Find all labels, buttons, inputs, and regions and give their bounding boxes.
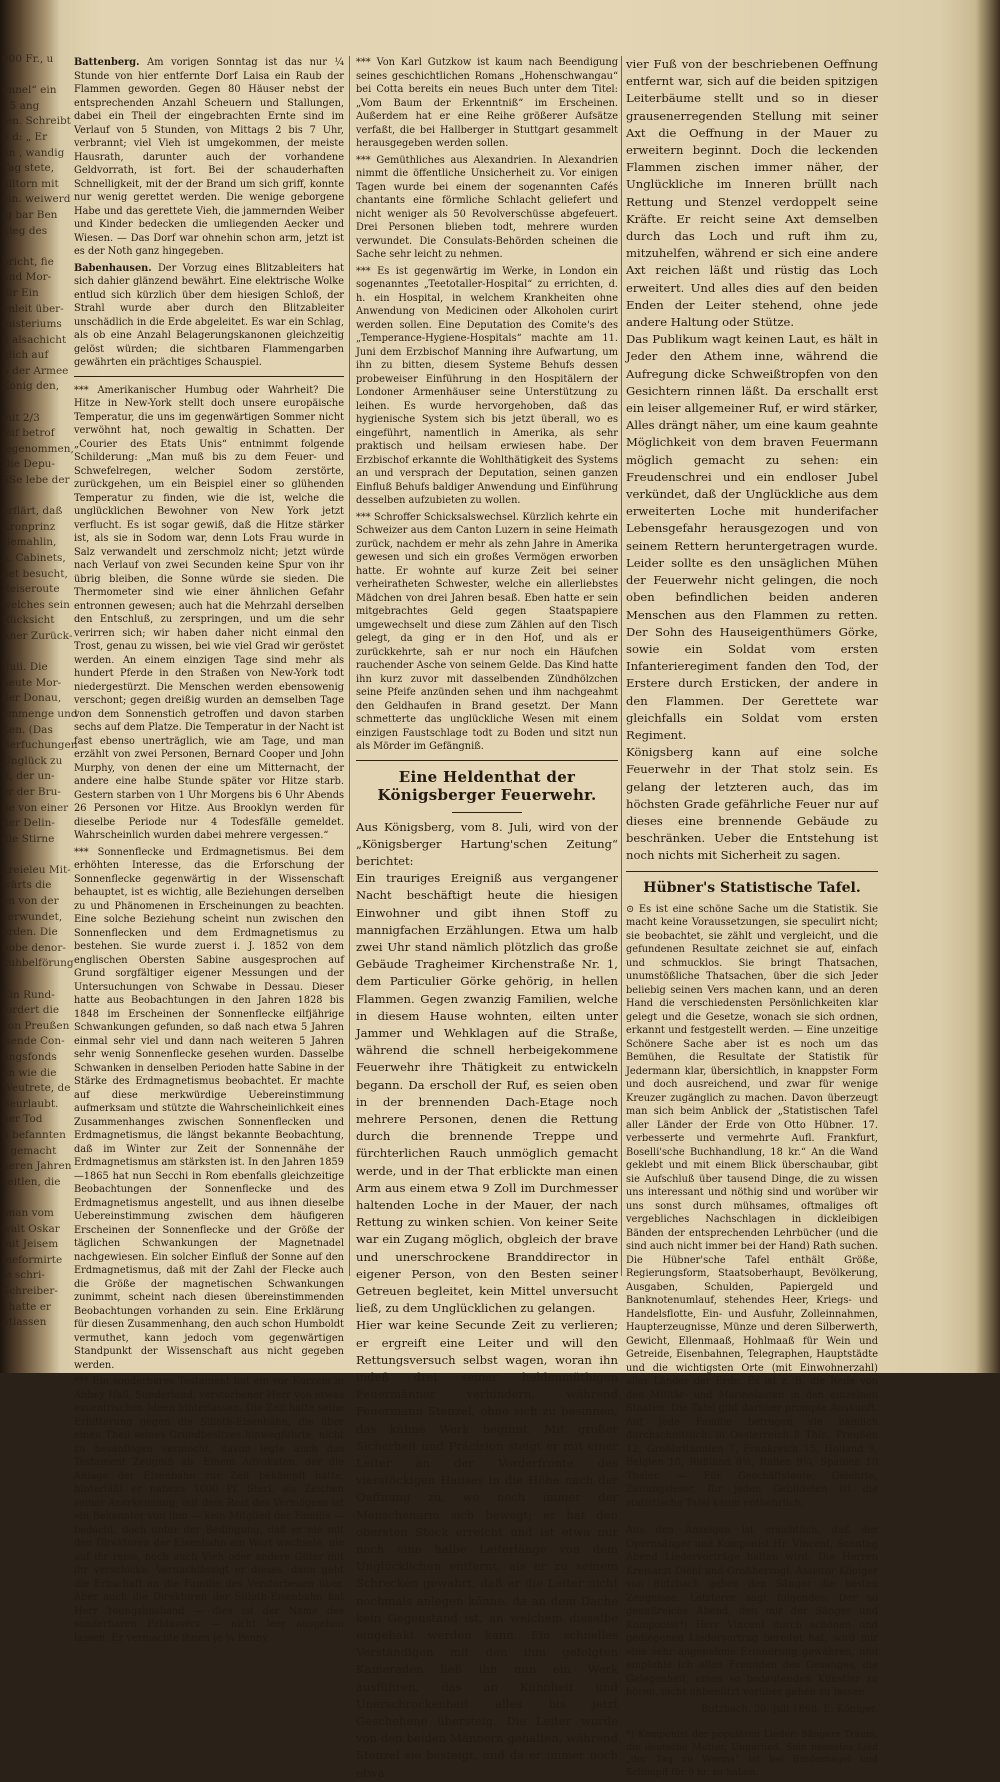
news-item-battenberg bbox=[74, 56, 344, 259]
news-item-alexandrien bbox=[356, 154, 618, 262]
item-heading: Babenhausen. bbox=[74, 262, 152, 274]
item-body: hat ein vor Kurzem in Abbey Hall, Sunderland, verstorbener Herr von etwas excentrischen Ideen hinterlassen. Die Zeit hatte seine Erbitterung gegen die Silloth-Eisenbahn, die über einen Theil seines Grundbesitzes hinwegführte, nicht zu besänftigen vermocht, davon legte auch das Testament Zeugniß ab. Einem Advokaten, der die Anlage der Eisenbahn zur Zeit bekämpft hatte, hinterläßt er nahezu 1000 Pf. Sterl. als Zeichen seiner Anerkennung; mit dem Rest des Vermögens ist ein Bekannter von ihm — kein Mitglied der Familie — bedacht, doch unter der Bedingung, daß er nie mit den Direktoren der Eisenbahn ein Wort wechsele, nie auf ihr reise, noch auch Vieh oder andere Güter mit ihr verschicke. Vernachlässigt er dieses, dann geht die Erbschaft an die Familie des Verstorbenen über. Aber auch die Direktoren der Silloth-Eisenbahn hat Herr Youngshusband — dies ist der Name des sonderbaren Erblassers — nicht leer ausgehen lassen. Er vermachte ihnen je ¼ Penny. bbox=[74, 1376, 345, 1644]
column-rule bbox=[621, 56, 622, 1276]
page-edge-shadow bbox=[978, 0, 1000, 1373]
section-divider bbox=[626, 871, 878, 872]
column-rule bbox=[349, 56, 350, 1276]
item-heading: *** Amerikanischer Humbug oder Wahrheit? bbox=[74, 384, 319, 396]
article-body: ⊙ Es ist eine schöne Sache um die Statistik. Sie macht keine Voraussetzungen, sie speculirt nicht; sie beobachtet, sie zählt und vergleicht, und die gefundenen Resultate zeichnet sie auf, einfach und schmucklos. Sie bringt Thatsachen, unumstößliche Thatsachen, über die sich Jeder beliebig seinen Vers machen kann, und an deren Hand die verschiedensten Persönlichkeiten klar gelegt und die Gesetze, wonach sie sich ordnen, erkannt und festgestellt werden. — Eine unzeitige Schönere Sache aber ist es noch um das Bemühen, die Resultate der Statistik für Jedermann klar, übersichtlich, in knappster Form und doch ausreichend, und zwar für wenige Kreuzer zugänglich zu machen. Davon überzeugt man sich beim Anblick der „Statistischen Tafel aller Länder der Erde von Otto Hübner. 17. verbesserte und vermehrte Aufl. Frankfurt, Boselli'sche Buchhandlung, 18 kr.“ An die Wand geklebt und mit einem Blick überschaubar, gibt sie Aufschluß über tausend Dinge, die zu wissen uns interessant und nöthig sind und worüber wir uns sonst durch mühsames, oftmaliges oft vergebliches Nachschlagen in dickleibigen Bänden der entsprechenden Lehrbücher (und die sind auch nicht immer bei der Hand) Rath suchen. Die Hübner'sche Tafel enthält Größe, Regierungsform, Staatsoberhaupt, Bevölkerung, Ausgaben, Schulden, Papiergeld und Banknotenumlauf, stehendes Heer, Kriegs- und Handelsflotte, Ein- und Ausfuhr, Zolleinnahmen, Haupterzeugnisse, Münze und deren Silberwerth, Gewicht, Ellenmaaß, Hohlmaaß für Wein und Getreide, Eisenbahnen, Telegraphen, Hauptstädte und die wichtigsten Orte (mit Einwohnerzahl) aller Länder der Erde. Es ist z. B. die Rede von den Militär- und Marinelasten in den einzelnen Staaten. Die Tafel gibt darüber prompte Auskunft. Auf jede Familie betragen sie nämlich durchschnittlich: in Oesterreich 8 Thlr., Preußen 12, Großbritannien 7, Frankreich 15, Holland 9, Belgien 10, Rußland 8½, Italien 9¼, Spanien 10 Thaler. — Für Geschäftsleute, Gelehrte, Zeitungsleser, für jeden Gebildeten ist die statistische Tafel kaum entbehrlich. bbox=[626, 903, 878, 1509]
news-item-testament bbox=[74, 1375, 344, 1645]
item-body: Bei dem erhöhten Interesse, das die Erforschung der Sonnenflecke gegenwärtig in der Wissenschaft behauptet, ist es wichtig, alle Beziehungen derselben zu und Phänomenen in Erscheinungen zu beachten. Eine solche Beziehung scheint nun zwischen den Sonnenflecken und dem Erdmagnetismus zu bestehen. Sie wurde zuerst i. J. 1852 von dem englischen Obersten Sabine ausgesprochen auf Grund sorgfältiger eigener Messungen und der Untersuchungen von Schwabe in Dessau. Dieser hatte aus Beobachtungen in den Jahren 1828 bis 1848 im Erscheinen der Sonnenflecke eilfjährige Schwankungen gefunden, so daß nach etwa 5 Jahren einmal sehr viel und dann nach weiteren 5 Jahren sehr wenig Sonnenflecke gesehen wurden. Dasselbe Schwanken in denselben Perioden hatte Sabine in der Stärke des Erdmagnetismus beobachtet. Er machte auf diese merkwürdige Uebereinstimmung aufmerksam und stützte die Wahrscheinlichkeit eines Zusammenhanges zwischen Sonnenflecken und Erdmagnetismus, die längst bekannte Beobachtung, daß im Winter zur Zeit der Sonnennähe der Erdmagnetismus am stärksten ist. In den Jahren 1859—1865 hat nun Secchi in Rom ebenfalls gleichzeitige Beobachtungen der Sonnenflecke und des Erdmagnetismus angestellt, und aus ihnen dieselbe Uebereinstimmung zwischen dem häufigeren Erscheinen der Sonnenflecke und der Größe der täglichen Schwankungen der Magnetnadel nachgewiesen. Ein solcher Einfluß der Sonne auf den Erdmagnetismus, daß mit der Zahl der Flecke auch die Größe der magnetischen Schwankungen zunimmt, scheint nach diesen übereinstimmenden Beobachtungen vorhanden zu sein. Eine Erklärung für diesen Zusammenhang, den auch schon Humboldt vermuthet, kann jedoch vom gegenwärtigen Standpunkt der Wissenschaft aus nicht gegeben werden. bbox=[74, 846, 344, 1371]
item-body: Die Hitze in New-York stellt doch unsere europäische Temperatur, die uns im gegenwärtigen Sommer nicht verwöhnt hat, noch gewaltig in Schatten. Der „Courier des Etats Unis“ entnimmt folgende Schilderung: „Man muß bis zu dem Feuer- und Schwefelregen, welcher Sodom zerstörte, zurückgehen, um ein Beispiel einer so glühenden Temperatur zu finden, wie die ist, welche die unglücklichen Bewohner von New York jetzt verflucht. Es ist sogar gewiß, daß die Hitze stärker ist, als sie in Sodom war, denn Lots Frau wurde in Salz verwandelt und zerschmolz nicht; jetzt würde nach Verlauf von zwei Secunden keine Spur von ihr übrig bleiben, die Sonne würde sie sieden. Die Thermometer sind wie einer ähnlichen Gefahr entronnen gewesen; auch hat die Mehrzahl derselben den Entschluß, zu zerspringen, und um die sehr verirren sich; wir haben daher nicht einmal den Trost, genau zu wissen, bei wie viel Grad wir geröstet werden. An einem einzigen Tage sind mehr als hundert Pferde in den Straßen von New-York todt niedergestürzt. Die Menschen werden ebensowenig verschont; gegen dreißig wurden an demselben Tage von dem Sonnenstich getroffen und davon starben sechs auf dem Platze. Die Temperatur in der Nacht ist fast ebenso unerträglich, wie am Tage, und man erzählt von zwei Personen, Bernard Cooper und John Murphy, von denen der eine um Mitternacht, der andere eine halbe Stunde später vor Hitze starb. Gestern starben von 1 Uhr Morgens bis 6 Uhr Abends 26 Personen vor Hitze. Aus Brooklyn werden für dieselbe Periode nur 4 Todesfälle gemeldet. Wahrscheinlich wurden dabei mehrere vergessen.“ bbox=[74, 384, 344, 841]
news-item-schicksalswechsel bbox=[356, 511, 618, 754]
item-body: Kürzlich kehrte ein Schweizer aus dem Canton Luzern in seine Heimath zurück, nachdem er mehr als zehn Jahre in Amerika gewesen und sich ein großes Vermögen erworben hatte. Er wohnte auf kurze Zeit bei seiner verheiratheten Schwester, welche ein allerliebstes Mädchen von drei Jahren besaß. Eben hatte er sein mitgebrachtes Geld gegen Staatspapiere umgewechselt und diese zum Zählen auf den Tisch gelegt, da ging er in den Hof, und als er zurückkehrte, sah er nur noch ein Häufchen rauchender Asche von seinem Gelde. Das Kind hatte ihn kurz zuvor mit dasselbenden Zündhölzchen seine Pfeife anzünden sehen und ihm nachgeahmt den Geldhaufen in Brand gesetzt. Der Mann schmetterte das unglückliche Wesen mit einem einzigen Faustschlage todt zu Boden und sitzt nun als Mörder im Gefängniß. bbox=[356, 511, 618, 752]
news-item-babenhausen bbox=[74, 262, 344, 370]
item-body: Am vorigen Sonntag ist das nur ¼ Stunde von hier entfernte Dorf Laisa ein Raub der Flammen geworden. Gegen 80 Häuser nebst der entsprechenden Anzahl Scheuern und Stallungen, dabei ein Theil der eingebrachten Ernte sind im Verlauf von 5 Stunden, von Mittags 2 bis 7 Uhr, verbrannt; viel Vieh ist umgekommen, der meiste Hausrath, darunter auch der vorhandene Geldvorrath, ist fort. Bei der schauderhaften Schnelligkeit, mit der der Brand um sich griff, konnte nur wenig gerettet werden. Die wenige geborgene Habe und das gerettete Vieh, die jammernden Weiber und Kinder bedecken die umliegenden Aecker und Wiesen. — Das Dorf war ohnehin schon arm, jetzt ist es der Noth ganz hingegeben. bbox=[74, 57, 344, 257]
item-heading: *** Sonnenflecke und Erdmagnetismus. bbox=[74, 846, 289, 858]
item-body: ist gegenwärtig im Werke, in London ein sogenanntes „Teetotaller-Hospital“ zu errichten, d. h. ein Hospital, in welchem Krankheiten ohne Anwendung von Medicinen oder Alkoholen curirt werden sollen. Eine Deputation des Comite's des „Temperance-Hygiene-Hospitals“ machte am 11. Juni dem Erzbischof Manning ihre Aufwartung, um ihn zu bitten, diesem Systeme Behufs dessen probeweiser Einführung in den Hospitälern der Londoner Armenhäuser seine Unterstützung zu leihen. Es wurde hervorgehoben, daß das hygienische System sich bis jetzt überall, wo es eingeführt, namentlich in Amerika, als sehr praktisch und heilsam erwiesen habe. Der Erzbischof erkannte die Wohlthätigkeit des Systems an und versprach der Deputation, seinen ganzen Einfluß Behufs baldiger Anwendung und Einführung desselben aufzubieten zu wollen. bbox=[356, 265, 618, 506]
news-item-hospital bbox=[356, 265, 618, 508]
item-heading: *** Schroffer Schicksalswechsel. bbox=[356, 511, 520, 523]
news-item-gutzkow bbox=[356, 56, 618, 151]
article-continuation: Königsberg kann auf eine solche Feuerwehr in der That stolz sein. Es gelang der letzteren auch, das im höchsten Grade gefährliche Feuer nur auf dieses eine brennende Gebäude zu beschränken. Ueber die Entstehung ist noch nichts mit Sicherheit zu sagen. bbox=[626, 745, 878, 863]
item-heading: *** Es bbox=[356, 265, 390, 277]
title-underline bbox=[452, 812, 522, 813]
section-divider bbox=[74, 376, 344, 377]
footnote-rule bbox=[626, 1722, 686, 1723]
adjacent-page-text: 000 Fr., u onnel“ ein t 5 ang fen. Schreibt u d: „ Er hn , wandig Tag stete, hiltorn mit ein. weiwerd ig bar Ben Sieg des bricht, fie und Mor- für Ein enleit über- inisteriums d alsachicht glich auf n der Armee Konig den, mit 2/3 auf betrof legenommen, Die Depu- SSe lebe der erflärt, daß Kronprinz Gemahlin, n. Cabinets, det besucht, Reiseroute welches sein Rücksicht Aner Zurück- Juli. Die heute Mor- der Donau, emmenge und ßen. (Das Berfuchungen Unglück zu t, der un- er der Bru- de von einer der Delin- die Stirne kreieleu Mit- wärts die en von der verwundet, orden. Die nobe denor- kuhbelförung Ein Rund- fordert die von Preußen isende Con- ungsfonds en wie die Weutrete, de Beurlaubt. ber Tod n befannten r gemacht neren Jahren seitlen, die man vom walt Oskar mit Jeisem meformirte e schri- Schreiber- , hatte er ntlassen bbox=[2, 53, 78, 1329]
section-divider bbox=[626, 1516, 878, 1517]
item-body: In Alexandrien nimmt die öffentliche Unsicherheit zu. Vor einigen Tagen wurde bei einem der sogenannten Cafés chantants eine förmliche Schlacht geliefert und nicht weniger als 50 Revolverschüsse abgefeuert. Drei Personen blieben todt, mehrere wurden verwundet. Die Consulats-Behörden scheinen die Sache sehr leicht zu nehmen. bbox=[356, 154, 618, 260]
item-body: Der Vorzug eines Blitzableiters hat sich dahier glänzend bewährt. Eine elektrische Wolke entlud sich kürzlich über dem hiesigen Schloß, der Strahl wurde aber durch den Blitzableiter unschädlich in die Erde abgeleitet. Es war ein Schlag, als ob eine Anzahl Belagerungskanonen gleichzeitig gelöst würden; die sichtbaren Flammengarben gewährten ein prächtiges Schauspiel. bbox=[74, 262, 344, 368]
article-body: Hier war keine Secunde Zeit zu verlieren; er ergreift eine Leiter und will den Rettungsversuch selbst wagen, woran ihn indeß drei seiner heldenmüthigen Feuermänner verhindern, während Feuermann Stenzel, ohne sich zu besinnen, das kühne Werk beginnt. Mit großer Sicherheit und Präcision steigt er mit einer Leiter an der Vorderfronte des vierstöckigen Hauses in die Höhe nach der Oeffnung zu, wo noch immer der Menschenarm sich bewegt; er hat den obersten Stock erreicht und ist etwa nur noch eine halbe Leiterlänge von dem Unglücklichen entfernt, als er zu seinem Schrecken gewahrt, daß er die Leiter nicht nochmals anlegen könne, da an dem Dache kein Gegenstand ist, an welchem dieselbe eingehakt werden kann. Ein schnelles Verständigen mit den ihm gefolgten Kameraden ließ ihn nun ein Werk ausführen, das an Kühnheit und Unerschrockenheit alles bis jetzt Geschehene übersteig. Die Leiter wurde von den beiden Männern gehalten, während Stenzel sie besteigt, und da er immer noch etwa bbox=[356, 1318, 618, 1780]
notice-signature: Butzbach, 30. Juli 1868. E. Königer. bbox=[701, 1703, 878, 1715]
item-heading: *** Gemüthliches aus Alexandrien. bbox=[356, 154, 537, 166]
column-1 bbox=[74, 56, 344, 1648]
column-2 bbox=[356, 56, 618, 1782]
item-heading: *** Von Karl Gutzkow bbox=[356, 57, 472, 68]
section-divider bbox=[356, 760, 618, 761]
article-title: Eine Heldenthat der Königsberger Feuerwehr. bbox=[377, 767, 597, 804]
article-title: Hübner's Statistische Tafel. bbox=[643, 879, 861, 896]
article-continuation: vier Fuß von der beschriebenen Oeffnung entfernt war, sich auf die beiden spitzigen Leiterbäume stellt und so in dieser grausenerregenden Stellung mit seiner Axt die Oeffnung in der Mauer zu erweitern beginnt. Doch die leckenden Flammen zischen immer näher, der Unglückliche im Inneren brüllt nach Rettung und Stenzel verdoppelt seine Kräfte. Er reicht seine Axt demselben durch das Loch und ruft ihm zu, mitzuhelfen, während er sich eine andere Axt reichen läßt und rüstig das Loch erweitert. Und alles dies auf den beiden Enden der Leiter stehend, ohne jede andere Haltung oder Stütze. bbox=[626, 57, 878, 330]
article-body: Ein trauriges Ereigniß aus vergangener Nacht beschäftigt heute die hiesigen Einwohner und gibt ihnen Stoff zu mannigfachen Erzählungen. Etwa um halb zwei Uhr stand nämlich plötzlich das große Gebäude Tragheimer Kirchenstraße Nr. 1, dem Particulier Görke gehörig, in hellen Flammen. Gegen zwanzig Familien, welche in diesem Hause wohnten, eilten unter Jammer und Wehklagen auf die Straße, während die schnell herbeigekommene Feuerwehr ihre Thätigkeit zu entwickeln begann. Da erscholl der Ruf, es seien oben in der brennenden Dach-Etage noch mehrere Personen, denen die Rettung durch die brennende Treppe und fürchterlichen Rauch unmöglich gemacht werde, und in der That erblickte man einen Arm aus einem etwa 9 Zoll im Durchmesser haltenden Loche in der Mauer, der nach Rettung zu winken schien. Von keiner Seite war ein Zugang möglich, obgleich der brave und unerschrockene Branddirector in eigener Person, von den Besten seiner Getreuen begleitet, kein Mittel unversucht ließ, zu dem Unglücklichen zu gelangen. bbox=[356, 871, 618, 1316]
item-heading: Battenberg. bbox=[74, 57, 140, 68]
adjacent-page-fragment bbox=[0, 0, 78, 1373]
item-heading: *** Ein sonderbares Testament bbox=[74, 1376, 230, 1387]
item-body: ist kaum nach Beendigung seines geschichtlichen Romans „Hohenschwangau“ bei Cotta bereits ein neues Buch unter dem Titel: „Vom Baum der Erkenntniß“ im Erscheinen. Außerdem hat er eine Reihe größerer Aufsätze verfaßt, die bei Hallberger in Stuttgart gesammelt herausgegeben werden sollen. bbox=[356, 57, 618, 149]
footnote: *) Komponist der populären Lieder: Sängers Traum, die deutsche Mutter, Ungarlied. Sein neuestes Lied „der Tag zu Worms“ ist bei Bindernagel und Schimpff für 9 kr. zu haben. bbox=[626, 1729, 878, 1778]
news-item-humbug bbox=[74, 384, 344, 843]
news-item-sonnenflecke bbox=[74, 846, 344, 1373]
local-notice: Aus den Anzeigen ist ersichtlich, daß der Opernsänger und Komponist Hr. Vincent, Sonntag Abend Liedervorträge halten wird. Die Herren Kreisarzt Diehl und Großherzogl. Assistor Königer von Butzbach geben den Sänger die besten Zeugnisse. Letzterer sagt folgendes: Der so genußreiche Abend, den mir der Sänger und Komponist*) Herr Vincent durch schönen und gediegenen Liedervortrag bereitet hat, wird mir eine sehr angenehme Erinnerung gewähren, und empfehle ich allen Freunden des Gesanges, die Gelegenheit, einen so bedeutenden Künstler zu hören, nicht unbenützt vorüber gehen zu lassen. bbox=[626, 1525, 878, 1699]
article-continuation: Das Publikum wagt keinen Laut, es hält in Jeder den Athem inne, während die Aufregung dicke Schweißtropfen von den Gesichtern rinnen läßt. Da erschallt erst ein leiser allgemeiner Ruf, er wird stärker, Alles drängt näher, um eine kaum geahnte Möglichkeit von dem braven Feuermann möglich gemacht zu sehen: ein Freudenschrei und ein endloser Jubel verkündet, daß der Unglückliche aus dem erweiterten Loche mit hunderifacher Lebensgefahr herausgezogen und von seinem Rettern heruntergetragen wurde. Leider sollte es den unsäglichen Mühen der Feuerwehr nicht gelingen, die noch oben befindlichen beiden anderen Menschen aus den Flammen zu retten. Der Sohn des Hauseigenthümers Görke, sowie ein Soldat vom ersten Infanterieregiment fanden den Tod, der Erstere durch Ersticken, der andere in den Flammen. Der Gerettete war gleichfalls ein Soldat vom ersten Regiment. bbox=[626, 332, 878, 742]
article-dateline: Aus Königsberg, vom 8. Juli, wird von der „Königsberger Hartung'schen Zeitung“ berichtet: bbox=[356, 819, 618, 868]
column-3 bbox=[626, 56, 878, 1779]
